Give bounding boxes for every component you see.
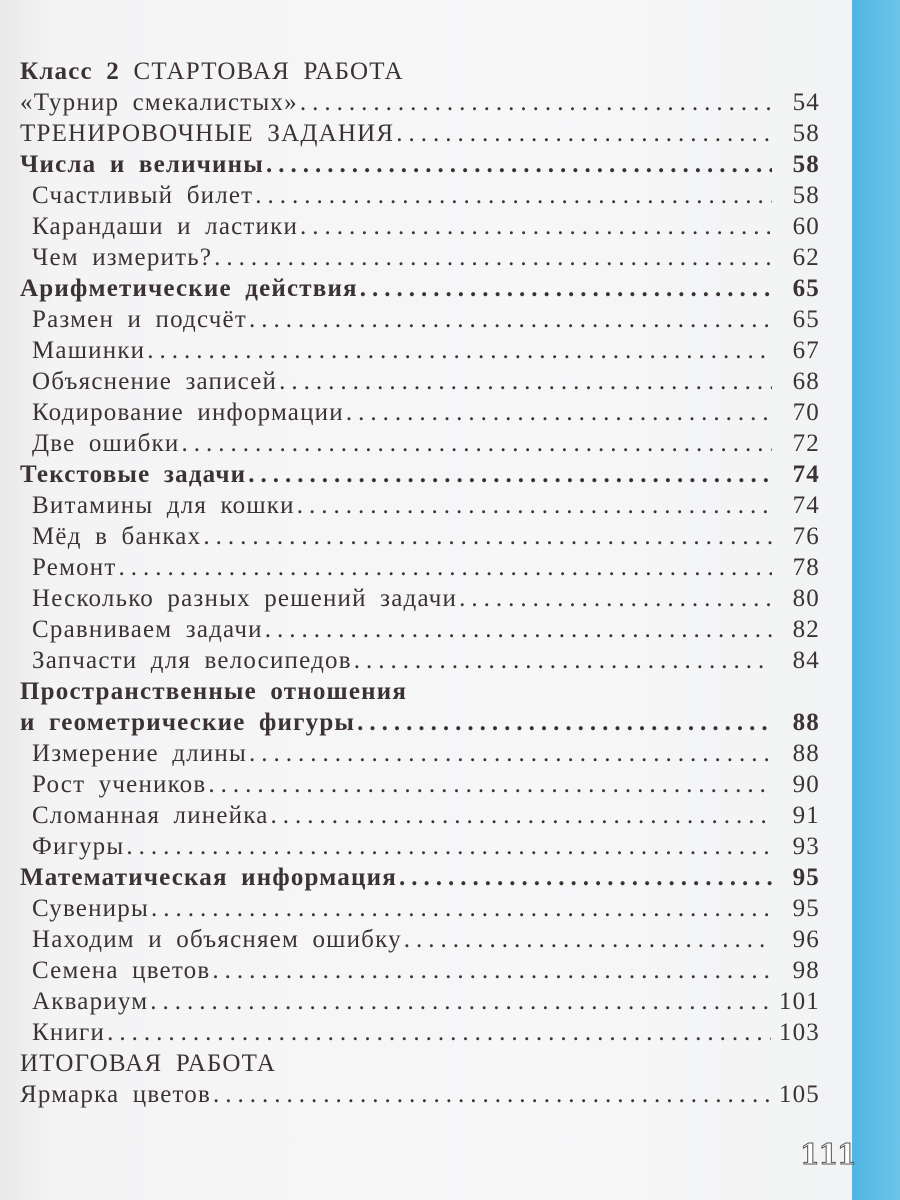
toc-entry <box>20 58 820 89</box>
toc-entry-label: Витамины для кошки <box>32 492 295 519</box>
toc-entry-page: 91 <box>792 802 820 829</box>
toc-entry-page: 58 <box>792 151 820 178</box>
toc-entry <box>20 244 820 275</box>
toc-entry-label: Чем измерить? <box>32 244 213 271</box>
toc-entry-page: 74 <box>792 492 820 519</box>
dot-leader <box>107 1019 771 1047</box>
toc-entry <box>20 864 820 895</box>
dot-leader <box>126 833 772 861</box>
toc-entry-label: Измерение длины <box>32 740 247 767</box>
toc-entry-label: Находим и объясняем ошибку <box>32 926 402 953</box>
table-of-contents <box>20 58 820 1112</box>
dot-leader <box>300 213 772 241</box>
dot-leader <box>266 151 772 179</box>
toc-entry-page: 105 <box>778 1081 820 1108</box>
dot-leader <box>297 492 772 520</box>
toc-entry-page: 76 <box>792 523 820 550</box>
toc-entry <box>20 678 820 709</box>
toc-entry <box>20 368 820 399</box>
toc-entry <box>20 616 820 647</box>
toc-entry-label: Класс 2 СТАРТОВАЯ РАБОТА <box>20 58 404 85</box>
toc-entry-page: 88 <box>792 709 820 736</box>
toc-entry-label: ТРЕНИРОВОЧНЫЕ ЗАДАНИЯ <box>20 120 395 147</box>
dot-leader <box>147 337 772 365</box>
toc-entry-page: 103 <box>778 1019 820 1046</box>
toc-entry-label: Мёд в банках <box>32 523 202 550</box>
toc-entry <box>20 151 820 182</box>
toc-entry <box>20 895 820 926</box>
toc-entry-page: 67 <box>792 337 820 364</box>
dot-leader <box>265 616 772 644</box>
toc-entry <box>20 988 820 1019</box>
toc-entry-label: Кодирование информации <box>32 399 344 426</box>
toc-entry-label: Математическая информация <box>20 864 397 891</box>
toc-entry-page: 78 <box>792 554 820 581</box>
toc-entry <box>20 399 820 430</box>
toc-entry-page: 90 <box>792 771 820 798</box>
toc-entry-page: 60 <box>792 213 820 240</box>
dot-leader <box>255 182 772 210</box>
toc-entry <box>20 740 820 771</box>
toc-entry <box>20 1081 820 1112</box>
toc-entry-label: Сувениры <box>32 895 149 922</box>
dot-leader <box>212 957 772 985</box>
toc-entry <box>20 523 820 554</box>
toc-entry-page: 95 <box>792 864 820 891</box>
dot-leader <box>271 802 773 830</box>
dot-leader <box>354 647 772 675</box>
toc-entry-page: 84 <box>792 647 820 674</box>
toc-entry <box>20 213 820 244</box>
toc-entry-label: Несколько разных решений задачи <box>32 585 458 612</box>
page-number: 111 <box>800 1138 856 1171</box>
toc-entry-label: и геометрические фигуры <box>20 709 356 736</box>
toc-entry <box>20 120 820 151</box>
dot-leader <box>279 368 772 396</box>
toc-entry-label: Карандаши и ластики <box>32 213 299 240</box>
toc-entry <box>20 89 820 120</box>
toc-entry-label: Числа и величины <box>20 151 264 178</box>
toc-entry-page: 70 <box>792 399 820 426</box>
toc-entry-page: 58 <box>792 182 820 209</box>
toc-entry-label: «Турнир смекалистых» <box>20 89 298 116</box>
toc-entry <box>20 182 820 213</box>
dot-leader <box>346 399 772 427</box>
toc-entry-label: Ремонт <box>32 554 117 581</box>
toc-entry-page: 54 <box>792 89 820 116</box>
dot-leader <box>181 430 772 458</box>
dot-leader <box>459 585 772 613</box>
dot-leader <box>248 461 772 489</box>
toc-entry-label: Машинки <box>32 337 146 364</box>
toc-entry <box>20 461 820 492</box>
dot-leader <box>360 275 772 303</box>
dot-leader <box>119 554 773 582</box>
toc-entry-label: Семена цветов <box>32 957 211 984</box>
toc-entry <box>20 1050 820 1081</box>
toc-entry-page: 68 <box>792 368 820 395</box>
toc-entry-label: ИТОГОВАЯ РАБОТА <box>20 1050 277 1077</box>
toc-entry-page: 74 <box>792 461 820 488</box>
dot-leader <box>151 895 772 923</box>
dot-leader <box>208 771 772 799</box>
toc-entry-label: Пространственные отношения <box>20 678 408 705</box>
toc-entry <box>20 1019 820 1050</box>
toc-entry-page: 88 <box>792 740 820 767</box>
toc-entry <box>20 554 820 585</box>
toc-entry-label: Сломанная линейка <box>32 802 269 829</box>
toc-entry-page: 95 <box>792 895 820 922</box>
dot-leader <box>213 1081 771 1109</box>
toc-entry-label: Счастливый билет <box>32 182 254 209</box>
toc-entry-label: Две ошибки <box>32 430 180 457</box>
toc-entry-label: Ярмарка цветов <box>20 1081 211 1108</box>
toc-entry-label: Размен и подсчёт <box>32 306 247 333</box>
toc-entry <box>20 771 820 802</box>
toc-entry-label: Сравниваем задачи <box>32 616 263 643</box>
toc-entry-page: 62 <box>792 244 820 271</box>
toc-entry <box>20 709 820 740</box>
dot-leader <box>300 89 772 117</box>
dot-leader <box>249 306 772 334</box>
toc-entry-label: Фигуры <box>32 833 125 860</box>
dot-leader <box>203 523 772 551</box>
toc-entry-page: 96 <box>792 926 820 953</box>
toc-entry <box>20 647 820 678</box>
toc-entry-label: Объяснение записей <box>32 368 278 395</box>
toc-entry-label: Аквариум <box>32 988 149 1015</box>
toc-entry <box>20 957 820 988</box>
toc-entry-label: Книги <box>32 1019 106 1046</box>
dot-leader <box>357 709 772 737</box>
dot-leader <box>214 244 772 272</box>
toc-entry-page: 58 <box>792 120 820 147</box>
dot-leader <box>396 120 772 148</box>
dot-leader <box>404 926 772 954</box>
toc-entry <box>20 337 820 368</box>
toc-entry <box>20 926 820 957</box>
toc-entry-page: 101 <box>778 988 820 1015</box>
toc-entry-label: Текстовые задачи <box>20 461 247 488</box>
toc-entry <box>20 585 820 616</box>
toc-entry <box>20 802 820 833</box>
toc-entry <box>20 430 820 461</box>
toc-entry-page: 82 <box>792 616 820 643</box>
toc-entry-label: Запчасти для велосипедов <box>32 647 352 674</box>
toc-entry <box>20 275 820 306</box>
dot-leader <box>150 988 771 1016</box>
toc-entry-page: 65 <box>792 306 820 333</box>
toc-entry <box>20 492 820 523</box>
dot-leader <box>249 740 772 768</box>
toc-entry-page: 98 <box>792 957 820 984</box>
toc-entry <box>20 306 820 337</box>
toc-entry-page: 72 <box>792 430 820 457</box>
toc-entry <box>20 833 820 864</box>
decorative-side-strip <box>852 0 900 1200</box>
toc-entry-label: Арифметические действия <box>20 275 358 302</box>
toc-entry-page: 65 <box>792 275 820 302</box>
dot-leader <box>399 864 772 892</box>
toc-entry-label: Рост учеников <box>32 771 207 798</box>
toc-entry-page: 93 <box>792 833 820 860</box>
toc-entry-page: 80 <box>792 585 820 612</box>
